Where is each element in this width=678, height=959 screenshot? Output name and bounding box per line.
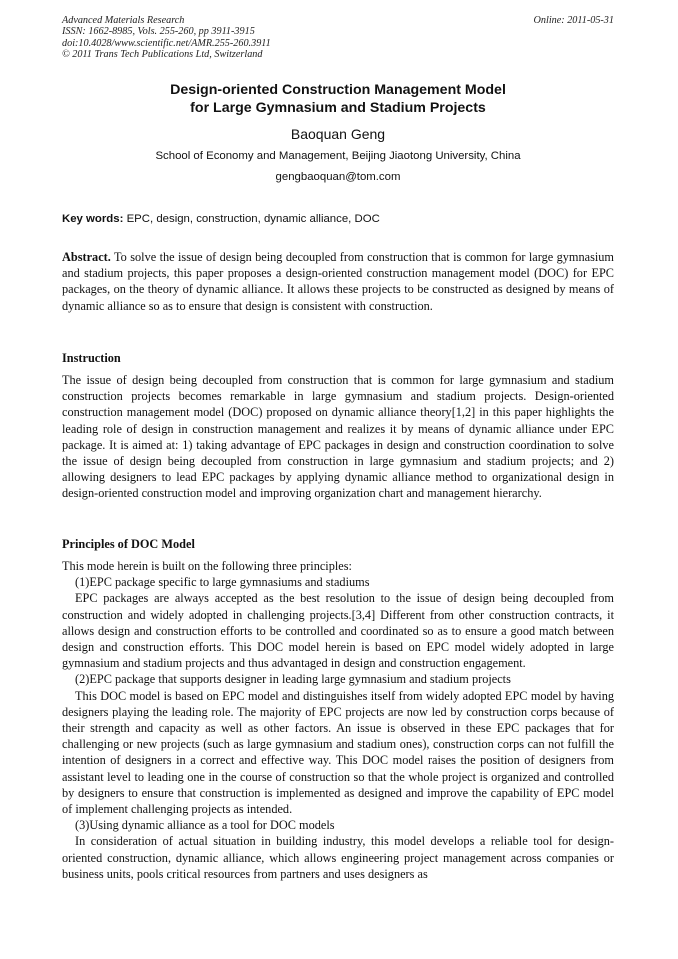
keywords xyxy=(62,212,614,227)
abstract-text: To solve the issue of design being decoupled from construction that is common for large gymnasium and stadium projects, this paper proposes a design-oriented construction management model (DOC) for EPC packages, on the theory of dynamic alliance. It allows these projects to be constructed as designed by means of dynamic alliance so as to ensure that design is consistent with construction. xyxy=(62,250,614,313)
online-date: Online: 2011-05-31 xyxy=(533,15,614,26)
principle-2-title: (2)EPC package that supports designer in leading large gymnasium and stadium projects xyxy=(75,672,511,687)
keywords-label: Key words: xyxy=(62,213,124,225)
journal-copyright: © 2011 Trans Tech Publications Ltd, Switzerland xyxy=(62,48,263,60)
author-affiliation: School of Economy and Management, Beijing Jiaotong University, China xyxy=(155,150,521,162)
journal-header xyxy=(62,15,482,60)
author-email: gengbaoquan@tom.com xyxy=(275,171,401,183)
paper-title xyxy=(62,81,614,117)
section-heading-instruction: Instruction xyxy=(62,351,121,365)
principle-3-text: In consideration of actual situation in building industry, this model develops a reliable tool for design-oriented construction, dynamic alliance, which allows engineering project management across companies or business units, pools critical resources from partners and uses designers as xyxy=(62,834,614,881)
keywords-list: EPC, design, construction, dynamic alliance, DOC xyxy=(126,213,380,225)
section-principles xyxy=(62,536,614,882)
section-instruction xyxy=(62,350,614,502)
abstract-label: Abstract. xyxy=(62,250,111,264)
instruction-text: The issue of design being decoupled from construction that is common for large gymnasium and stadium construction projects becomes remarkable in large gymnasium and stadium projects. Design-oriented construction management model (DOC) proposed on dynamic alliance theory[1,2] in this paper highlights the leading role of design in construction management and realizes it by means of dynamic alliance under EPC package. It is aimed at: 1) taking advantage of EPC packages in design and construction coordination to solve the issue of design being decoupled from construction in large gymnasium and stadium projects; and 2) allowing designers to lead EPC packages by applying dynamic alliance method to organizational design in design-oriented construction model and improving organization chart and management hierarchy. xyxy=(62,373,614,501)
principles-intro: This mode herein is built on the following three principles: xyxy=(62,559,352,573)
section-heading-principles: Principles of DOC Model xyxy=(62,537,195,551)
journal-doi: doi:10.4028/www.scientific.net/AMR.255-260.3911 xyxy=(62,37,271,49)
journal-issn: ISSN: 1662-8985, Vols. 255-260, pp 3911-3915 xyxy=(62,26,255,38)
title-line-2: for Large Gymnasium and Stadium Projects xyxy=(190,100,486,116)
principle-1-text: EPC packages are always accepted as the best resolution to the issue of design being decoupled from construction and widely adopted in challenging projects.[3,4] Different from other construction contracts, it allows design and construction efforts to be controlled and coordinated so as to ensure a good match between design and construction efforts. This DOC model herein is based on EPC model widely adopted in large gymnasium and stadium projects and thus advantaged in design and construction engagement. xyxy=(62,591,614,671)
journal-name: Advanced Materials Research xyxy=(62,15,185,26)
title-line-1: Design-oriented Construction Management Model xyxy=(170,82,506,98)
abstract xyxy=(62,249,614,314)
principle-1-title: (1)EPC package specific to large gymnasiums and stadiums xyxy=(75,575,370,590)
principle-3-title: (3)Using dynamic alliance as a tool for DOC models xyxy=(75,818,335,833)
principle-2-text: This DOC model is based on EPC model and distinguishes itself from widely adopted EPC model by having designers playing the leading role. The majority of EPC projects are now led by construction corps because of their strength and capacity as well as other factors. An issue is observed in these EPC packages that for challenging or new projects (such as large gymnasium and stadium ones), construction corps can not fulfill the intention of designers in a correct and effective way. This DOC model raises the position of designers from assistant level to leading one in the course of construction so that the whole project is organized and controlled by designers to ensure that construction is implemented as designed and improve the capability of EPC model of implement challenging projects as intended. xyxy=(62,688,614,817)
author-name: Baoquan Geng xyxy=(290,126,386,142)
